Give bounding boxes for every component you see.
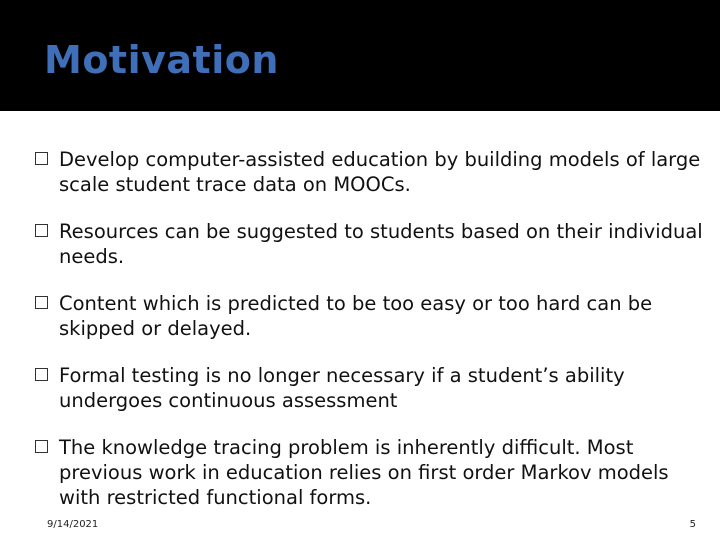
slide-header — [0, 0, 720, 111]
bullet-item — [34, 435, 704, 510]
checkbox-bullet-icon — [35, 440, 48, 453]
checkbox-bullet-icon — [35, 296, 48, 309]
bullet-item — [34, 363, 704, 413]
bullet-text: The knowledge tracing problem is inherently difficult. Most previous work in education relies on first order Markov models with restricted functional forms. — [59, 436, 669, 509]
bullet-text: Develop computer-assisted education by building models of large scale student trace data on MOOCs. — [59, 148, 701, 196]
bullet-text: Formal testing is no longer necessary if a student’s ability undergoes continuous assessment — [59, 364, 625, 412]
bullet-text: Content which is predicted to be too easy or too hard can be skipped or delayed. — [59, 292, 653, 340]
checkbox-bullet-icon — [35, 152, 48, 165]
bullet-item — [34, 147, 704, 197]
slide-date: 9/14/2021 — [47, 519, 99, 530]
bullet-text: Resources can be suggested to students based on their individual needs. — [59, 220, 703, 268]
bullet-item — [34, 291, 704, 341]
bullet-item — [34, 219, 704, 269]
slide-page-number: 5 — [689, 519, 696, 530]
checkbox-bullet-icon — [35, 224, 48, 237]
bullet-list — [34, 147, 704, 532]
slide-title: Motivation — [44, 38, 279, 82]
checkbox-bullet-icon — [35, 368, 48, 381]
